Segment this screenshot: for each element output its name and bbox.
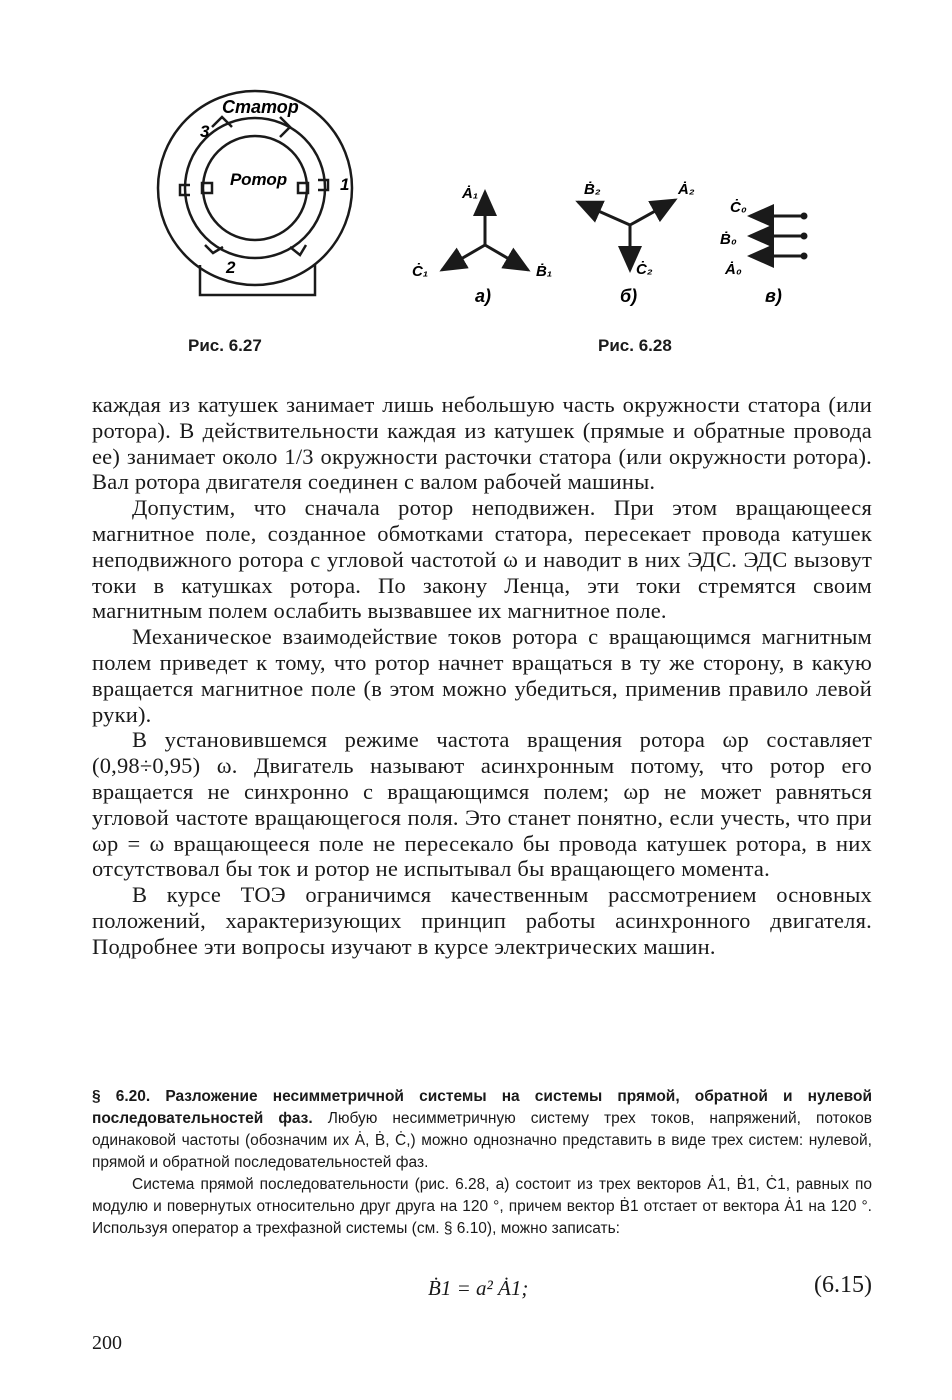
paragraph-3: Механическое взаимодействие токов ротора с вращающимся магнитным полем приведет к тому, что ротор начнет вращаться в ту же сторону, в какую вращается магнитное поле (в этом можно убедиться, применив правило левой руки).: [92, 624, 872, 727]
rotor-label: Ротор: [230, 170, 288, 189]
label-b0: Ḃ₀: [720, 231, 737, 248]
body-text: [92, 392, 872, 960]
figure-6-28: [400, 170, 820, 310]
section-heading: § 6.20. Разложение несимметричной системы на системы прямой, обратной и нулевой последовательностей фаз.: [92, 1088, 872, 1127]
label-a0: Ȧ₀: [725, 261, 742, 278]
paragraph-4: В установившемся режиме частота вращения ротора ωр составляет (0,98÷0,95) ω. Двигатель называют асинхронным потому, что ротор его вращается не синхронно с вращающимся полем; ωр не может равняться угловой частоте вращающегося поля. Это станет понятно, если учесть, что при ωр = ω вращающееся поле не пересекало бы провода катушек ротора, в них отсутствовал бы ток и ротор не испытывал бы вращающего момента.: [92, 727, 872, 882]
paragraph-2: Допустим, что сначала ротор неподвижен. При этом вращающееся магнитное поле, созданное обмотками статора, пересекает провода катушек неподвижного ротора с угловой частотой ω и наводит в них ЭДС. ЭДС вызовут токи в катушках ротора. По закону Ленца, эти токи стремятся своим магнитным полем ослабить вызвавшее их магнитное поле.: [92, 495, 872, 624]
coil-label-2: 2: [226, 258, 236, 277]
section-6-20: [92, 1086, 872, 1240]
label-fig-c: в): [765, 286, 782, 306]
paragraph-1: каждая из катушек занимает лишь небольшую часть окружности статора (или ротора). В действительности каждая из катушек (прямые и обратные провода ее) занимает около 1/3 окружности расточки статора (или окружности ротора). Вал ротора двигателя соединен с валом рабочей машины.: [92, 392, 872, 495]
label-c1: Ċ₁: [412, 263, 429, 280]
label-c2: Ċ₂: [636, 261, 653, 278]
vector-c1: [442, 245, 485, 270]
equation-6-15: Ḃ1 = a² Ȧ1;: [428, 1276, 529, 1300]
vector-a2: [630, 200, 675, 225]
label-fig-a: а): [475, 286, 492, 306]
label-a2: Ȧ₂: [678, 181, 695, 198]
stator-label: Статор: [222, 97, 299, 117]
label-b2: Ḃ₂: [584, 181, 601, 198]
label-a1: Ȧ₁: [462, 185, 479, 202]
caption-fig-6-28: Рис. 6.28: [598, 336, 672, 355]
label-fig-b: б): [620, 286, 638, 306]
paragraph-5: В курсе ТОЭ ограничимся качественным рассмотрением основных положений, характеризующих принцип работы асинхронного двигателя. Подробнее эти вопросы изучают в курсе электрических машин.: [92, 882, 872, 959]
equation-number: (6.15): [814, 1272, 872, 1298]
label-b1: Ḃ₁: [536, 263, 553, 280]
coil-label-1: 1: [340, 175, 350, 194]
caption-fig-6-27: Рис. 6.27: [188, 336, 262, 355]
label-c0: Ċ₀: [730, 199, 747, 216]
coil-label-3: 3: [200, 122, 210, 141]
section-paragraph-2: Система прямой последовательности (рис. 6.28, а) состоит из трех векторов Ȧ1, Ḃ1, Ċ1, равных по модулю и повернутых относительно друг друга на 120 °, причем вектор Ḃ1 отстает от вектора Ȧ1 на 120 °. Используя оператор а трехфазной системы (см. § 6.10), можно записать:: [92, 1176, 872, 1237]
page-number: 200: [92, 1332, 122, 1354]
vector-b2: [578, 202, 630, 225]
figure-6-27: [150, 85, 370, 305]
section-intro: Любую несимметричную систему трех токов, напряжений, потоков одинаковой частоты (обозначим их Ȧ, Ḃ, Ċ,) можно однозначно представить в виде трех систем: нулевой, прямой и обратной последовательностей фаз.: [92, 1110, 872, 1171]
vector-b1: [485, 245, 528, 270]
